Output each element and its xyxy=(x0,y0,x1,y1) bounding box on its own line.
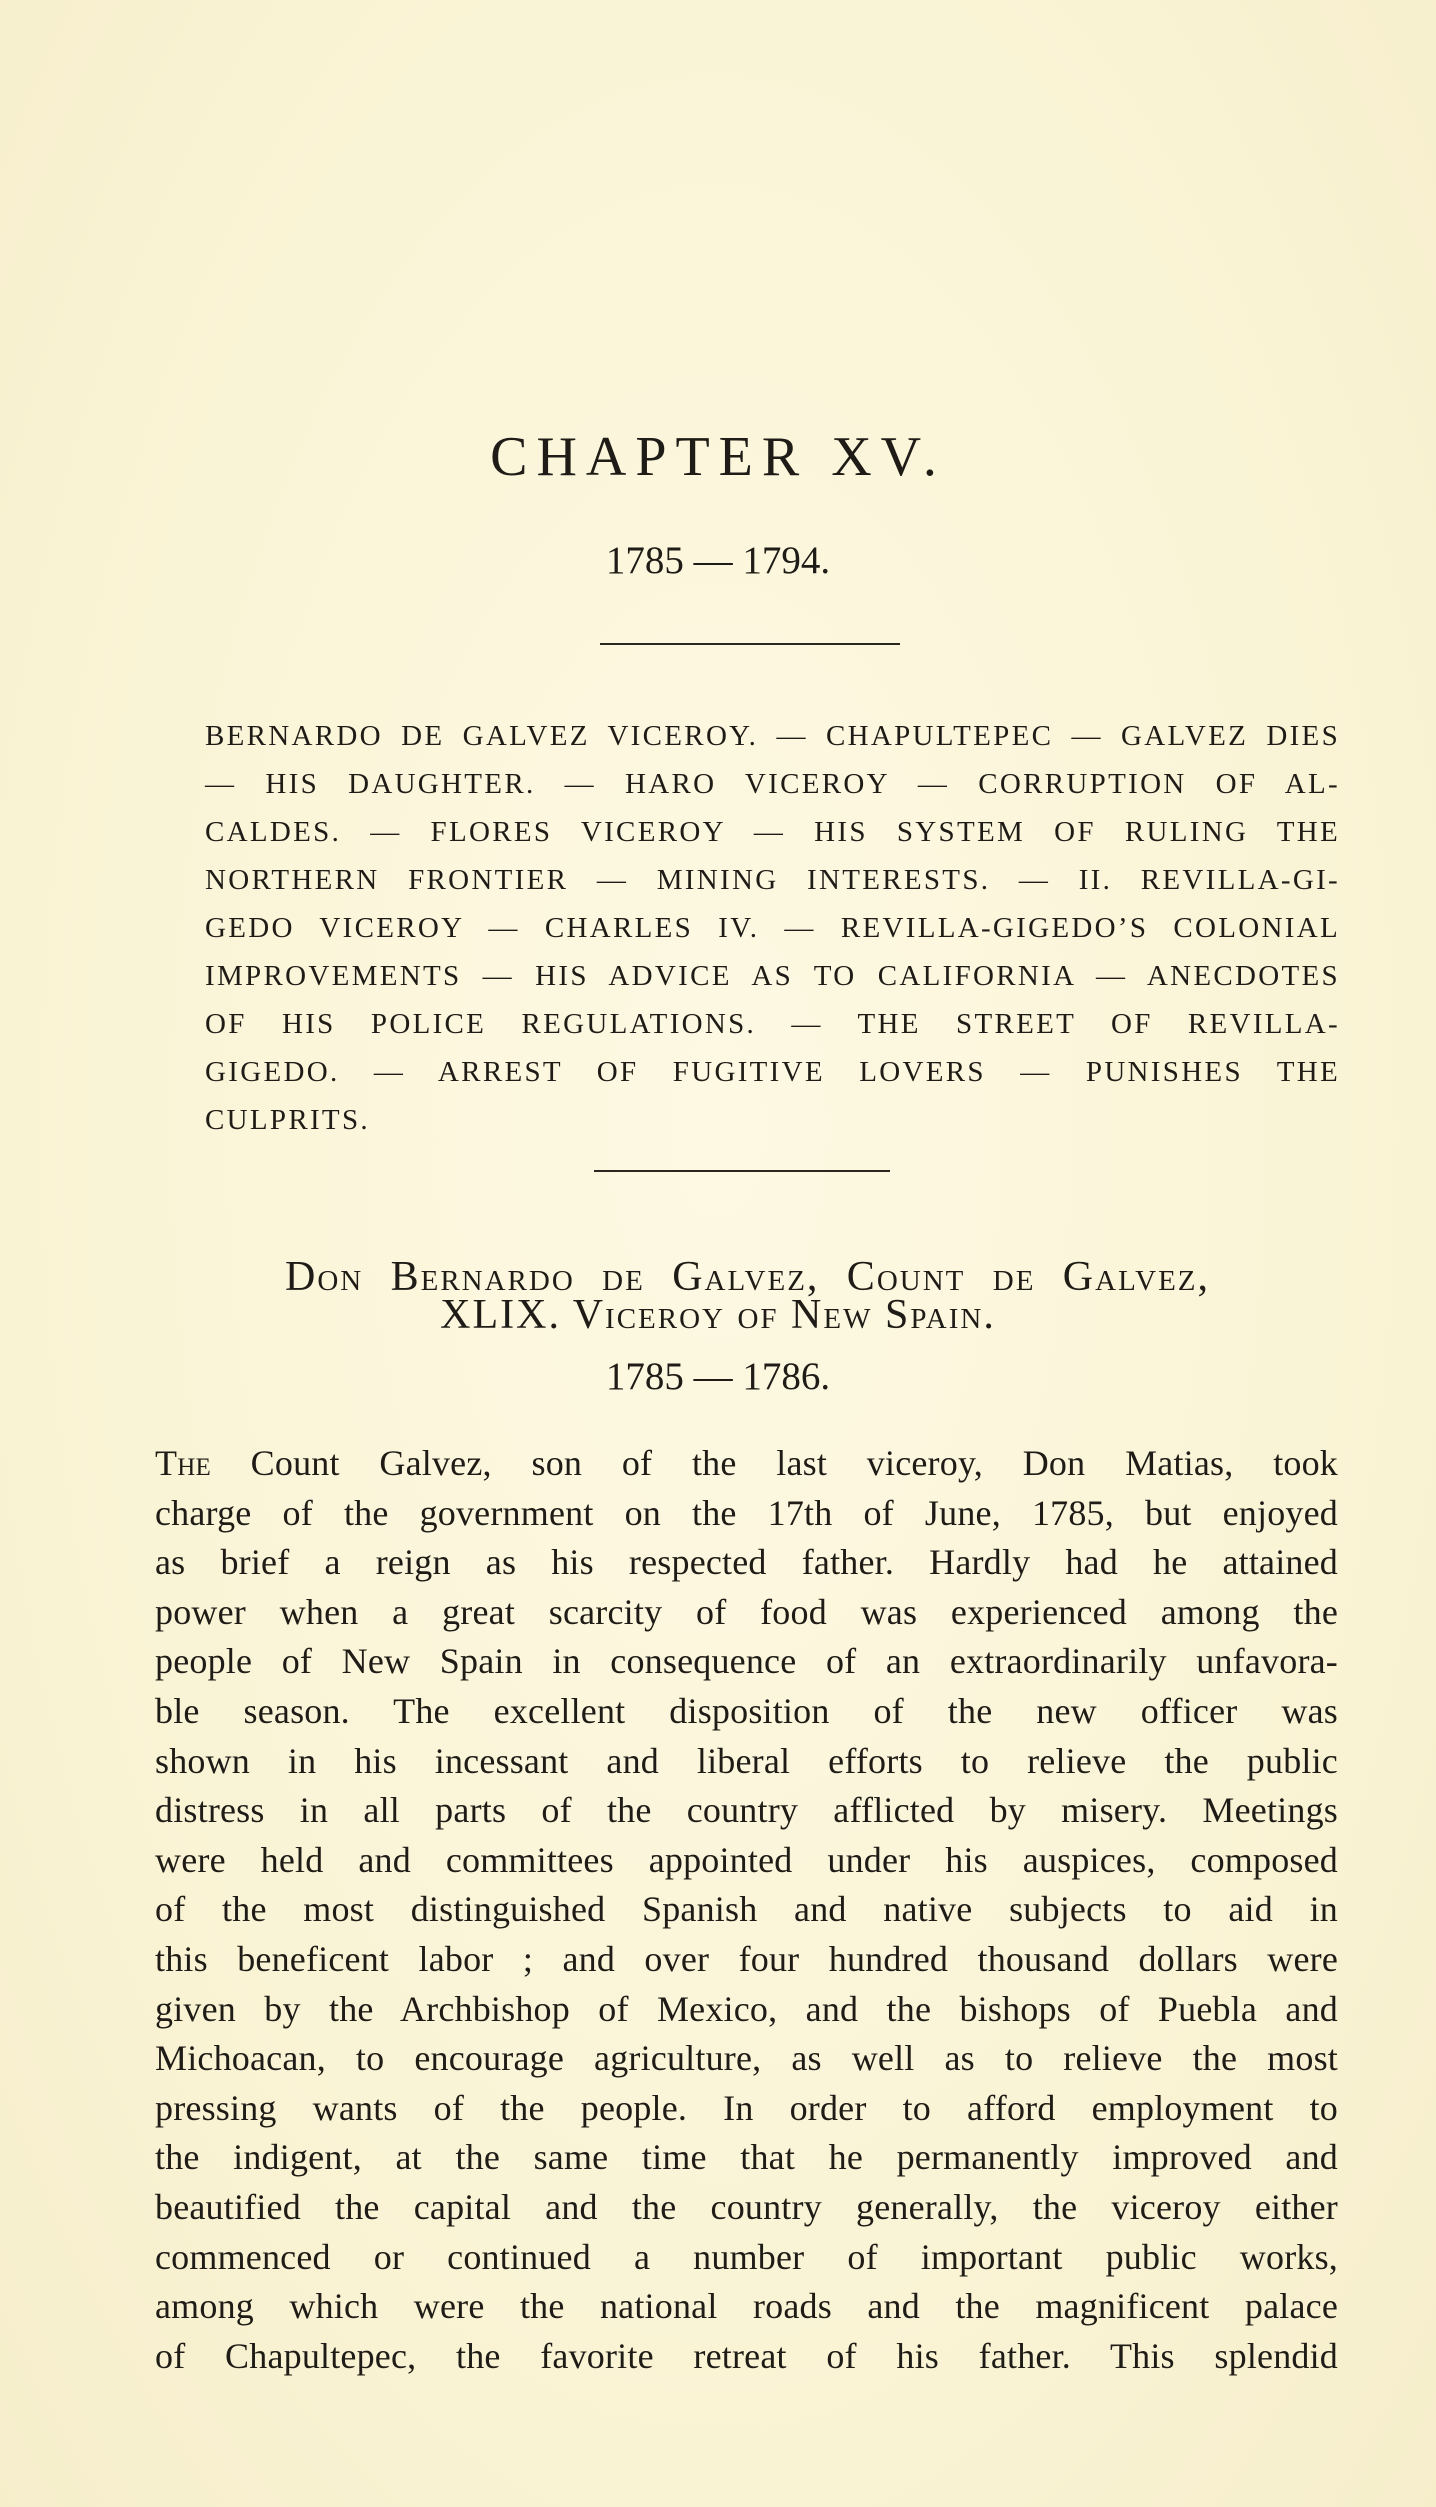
section-subheading: XLIX. Viceroy of New Spain. xyxy=(440,1292,996,1338)
body-line: ble season. The excellent disposition of the new officer was xyxy=(155,1690,1338,1731)
summary-line: OF HIS POLICE REGULATIONS. — THE STREET OF REVILLA- xyxy=(205,1008,1340,1040)
body-line: this beneficent labor ; and over four hundred thousand dollars were xyxy=(155,1938,1338,1979)
summary-line: GEDO VICEROY — CHARLES IV. — REVILLA-GIGEDO’S COLONIAL xyxy=(205,912,1340,944)
body-line: shown in his incessant and liberal efforts to relieve the public xyxy=(155,1740,1338,1781)
body-line: distress in all parts of the country afflicted by misery. Meetings xyxy=(155,1790,1338,1831)
body-line: among which were the national roads and the magnificent palace xyxy=(155,2286,1338,2327)
opening-word: The xyxy=(155,1443,211,1483)
body-line: power when a great scarcity of food was experienced among the xyxy=(155,1591,1338,1632)
reign-years: 1785 — 1786. xyxy=(605,1355,831,1398)
summary-line: IMPROVEMENTS — HIS ADVICE AS TO CALIFORNIA — ANECDOTES xyxy=(205,960,1340,992)
summary-line: GIGEDO. — ARREST OF FUGITIVE LOVERS — PUNISHES THE xyxy=(205,1056,1340,1088)
summary-line: — HIS DAUGHTER. — HARO VICEROY — CORRUPTION OF AL- xyxy=(205,768,1340,800)
body-line: beautified the capital and the country generally, the viceroy either xyxy=(155,2186,1338,2227)
body-line: people of New Spain in consequence of an extraordinarily unfavora- xyxy=(155,1641,1338,1682)
chapter-years: 1785 — 1794. xyxy=(605,539,831,582)
opening-line-text: Count Galvez, son of the last viceroy, Don Matias, took xyxy=(210,1443,1338,1483)
body-line: of Chapultepec, the favorite retreat of his father. This splendid xyxy=(155,2335,1338,2376)
section-heading: Don Bernardo de Galvez, Count de Galvez, xyxy=(285,1254,1210,1300)
body-line: pressing wants of the people. In order to afford employment to xyxy=(155,2087,1338,2128)
summary-line: BERNARDO DE GALVEZ VICEROY. — CHAPULTEPEC — GALVEZ DIES xyxy=(205,720,1340,752)
body-paragraph xyxy=(155,1439,1338,2381)
body-line: Michoacan, to encourage agriculture, as well as to relieve the most xyxy=(155,2038,1338,2079)
body-line: given by the Archbishop of Mexico, and the bishops of Puebla and xyxy=(155,1988,1338,2029)
middle-divider-rule xyxy=(594,1170,890,1172)
body-line: as brief a reign as his respected father. Hardly had he attained xyxy=(155,1542,1338,1583)
summary-line: CALDES. — FLORES VICEROY — HIS SYSTEM OF RULING THE xyxy=(205,816,1340,848)
summary-line: NORTHERN FRONTIER — MINING INTERESTS. — II. REVILLA-GI- xyxy=(205,864,1340,896)
body-line: of the most distinguished Spanish and native subjects to aid in xyxy=(155,1889,1338,1930)
body-line: the indigent, at the same time that he permanently improved and xyxy=(155,2137,1338,2178)
chapter-summary xyxy=(205,712,1340,1144)
body-line: were held and committees appointed under his auspices, composed xyxy=(155,1839,1338,1880)
body-line: commenced or continued a number of important public works, xyxy=(155,2236,1338,2277)
chapter-title: CHAPTER XV. xyxy=(490,426,946,488)
body-line: charge of the government on the 17th of June, 1785, but enjoyed xyxy=(155,1492,1338,1533)
summary-line: CULPRITS. xyxy=(205,1104,370,1136)
top-divider-rule xyxy=(600,643,900,645)
body-line xyxy=(155,1439,1338,1489)
